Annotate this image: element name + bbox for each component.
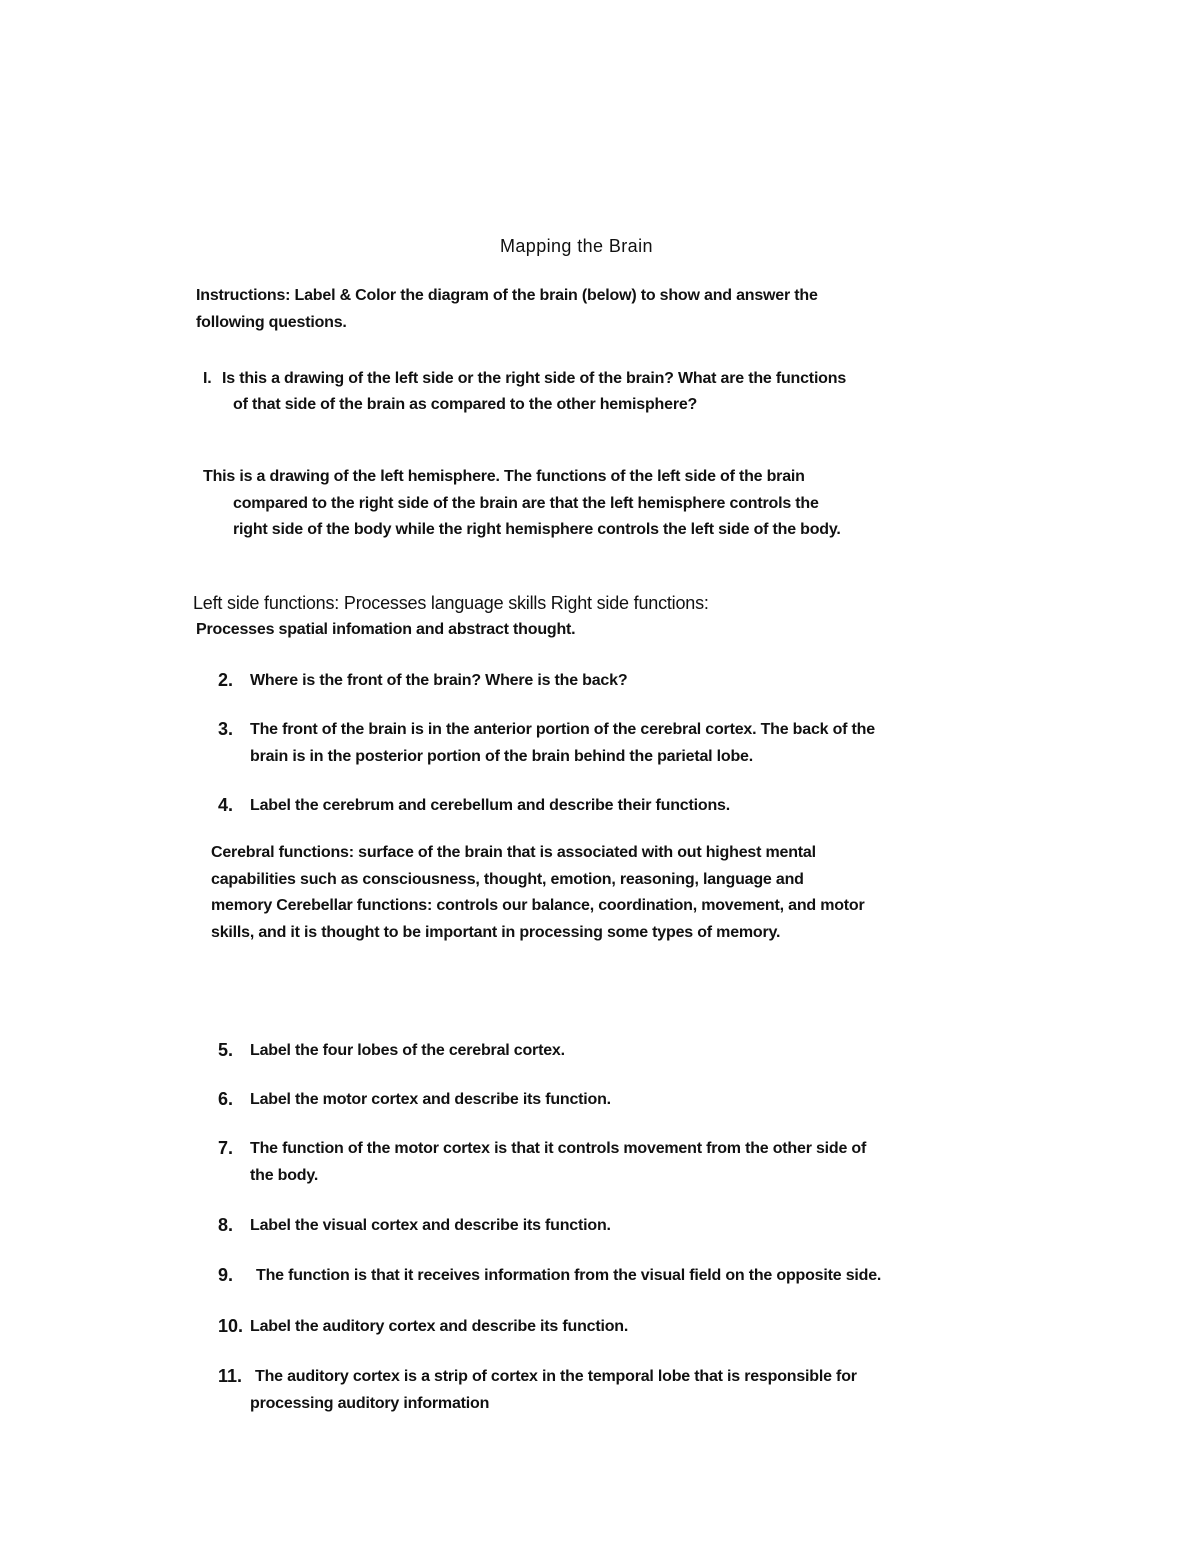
- item-11-line-2: processing auditory information: [250, 1395, 490, 1412]
- question-1-number: I.: [203, 370, 212, 387]
- instructions-line-1: Instructions: Label & Color the diagram of the brain (below) to show and answer the: [196, 287, 818, 304]
- item-5-number: 5.: [218, 1040, 234, 1060]
- answer-1-line-1: This is a drawing of the left hemisphere. The functions of the left side of the brain: [203, 468, 805, 485]
- item-9-line-1: The function is that it receives information from the visual field on the opposite side.: [256, 1267, 882, 1284]
- item-4-line-1: Label the cerebrum and cerebellum and describe their functions.: [250, 797, 730, 814]
- item-9-number: 9.: [218, 1265, 234, 1285]
- item-4-number: 4.: [218, 795, 234, 815]
- item-10-line-1: Label the auditory cortex and describe its function.: [250, 1318, 629, 1335]
- side-functions-line-2: Processes spatial infomation and abstract thought.: [196, 621, 576, 638]
- item-3-number: 3.: [218, 719, 234, 739]
- item-2-line-1: Where is the front of the brain? Where is the back?: [250, 672, 628, 689]
- cerebral-line-2: capabilities such as consciousness, thought, emotion, reasoning, language and: [211, 871, 804, 888]
- item-2-number: 2.: [218, 670, 234, 690]
- item-3-line-1: The front of the brain is in the anterior portion of the cerebral cortex. The back of the: [250, 721, 875, 738]
- item-6-number: 6.: [218, 1089, 234, 1109]
- answer-1-line-2: compared to the right side of the brain are that the left hemisphere controls the: [233, 495, 819, 512]
- item-7-line-2: the body.: [250, 1167, 319, 1184]
- cerebral-line-3: memory Cerebellar functions: controls our balance, coordination, movement, and motor: [211, 897, 865, 914]
- question-1-line-1: Is this a drawing of the left side or the right side of the brain? What are the functions: [222, 370, 847, 387]
- item-8-number: 8.: [218, 1215, 234, 1235]
- cerebral-line-4: skills, and it is thought to be important in processing some types of memory.: [211, 924, 781, 941]
- item-7-line-1: The function of the motor cortex is that it controls movement from the other side of: [250, 1140, 867, 1157]
- instructions-line-2: following questions.: [196, 314, 347, 331]
- item-6-line-1: Label the motor cortex and describe its function.: [250, 1091, 611, 1108]
- item-10-number: 10.: [218, 1316, 244, 1336]
- answer-1-line-3: right side of the body while the right hemisphere controls the left side of the body.: [233, 521, 841, 538]
- item-5-line-1: Label the four lobes of the cerebral cortex.: [250, 1042, 565, 1059]
- item-3-line-2: brain is in the posterior portion of the brain behind the parietal lobe.: [250, 748, 753, 765]
- item-11-line-1: The auditory cortex is a strip of cortex in the temporal lobe that is responsible for: [255, 1368, 857, 1385]
- item-7-number: 7.: [218, 1138, 234, 1158]
- item-11-number: 11.: [218, 1366, 243, 1386]
- question-1-line-2: of that side of the brain as compared to the other hemisphere?: [233, 396, 698, 413]
- item-8-line-1: Label the visual cortex and describe its function.: [250, 1217, 611, 1234]
- page-title: Mapping the Brain: [500, 236, 653, 256]
- side-functions-line-1: Left side functions: Processes language skills Right side functions:: [193, 593, 709, 613]
- cerebral-line-1: Cerebral functions: surface of the brain that is associated with out highest mental: [211, 844, 816, 861]
